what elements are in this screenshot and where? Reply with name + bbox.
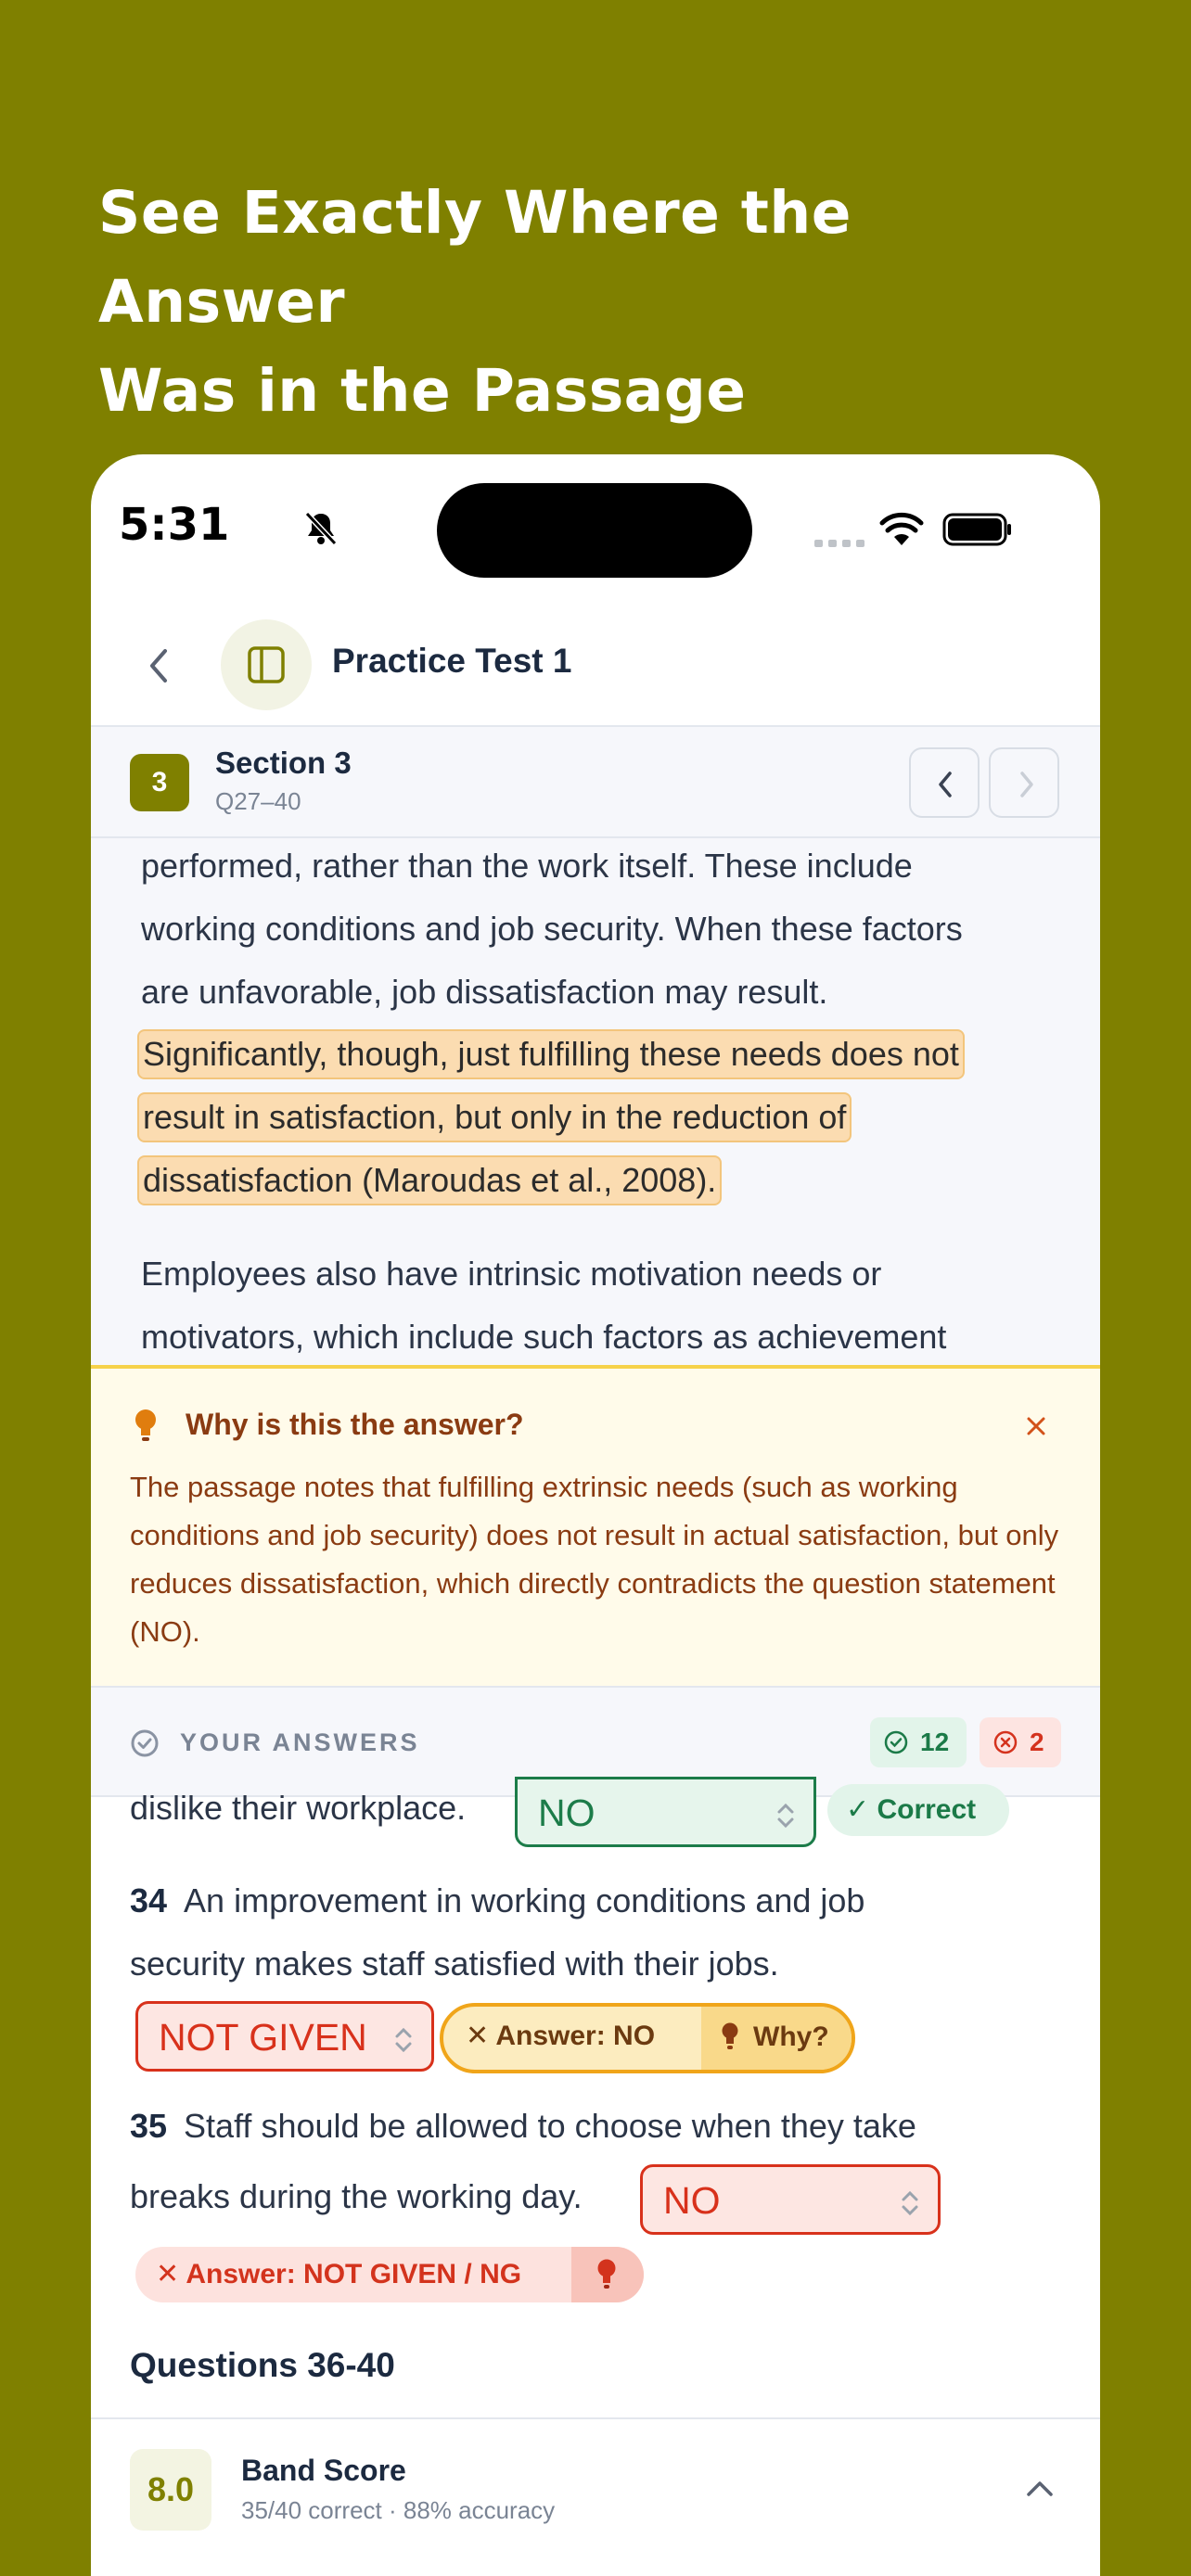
question-35-answer: ✕ Answer: NOT GIVEN / NG bbox=[156, 2259, 522, 2289]
question-33-correct-badge: ✓ Correct bbox=[827, 1784, 1009, 1836]
question-34-text: An improvement in working conditions and job bbox=[184, 1881, 865, 1919]
question-33-selected: NO bbox=[538, 1792, 596, 1834]
sidebar-icon bbox=[247, 645, 286, 684]
x-circle-icon bbox=[992, 1729, 1018, 1755]
question-35-why-button[interactable] bbox=[571, 2247, 644, 2302]
question-35-text: Staff should be allowed to choose when they take bbox=[184, 2107, 916, 2145]
question-35-select[interactable] bbox=[640, 2164, 941, 2235]
cellular-signal-icon bbox=[814, 534, 864, 547]
section-title: Section 3 bbox=[215, 746, 352, 780]
lightbulb-icon bbox=[132, 1408, 160, 1445]
question-34-select[interactable] bbox=[135, 2001, 434, 2072]
bell-muted-icon bbox=[302, 510, 339, 547]
your-answers-label: YOUR ANSWERS bbox=[180, 1728, 420, 1756]
headline-line-1: See Exactly Where the Answer bbox=[98, 179, 852, 336]
question-34-why-button[interactable] bbox=[701, 2007, 852, 2070]
answer-highlight[interactable]: result in satisfaction, but only in the reduction of bbox=[137, 1092, 852, 1142]
next-section-button[interactable] bbox=[989, 747, 1059, 818]
why-label: Why? bbox=[753, 2021, 829, 2052]
wrong-count: 2 bbox=[1030, 1728, 1044, 1756]
section-range: Q27–40 bbox=[215, 787, 301, 815]
questions-group-heading: Questions 36-40 bbox=[130, 2346, 395, 2384]
question-35-answer-tag bbox=[135, 2247, 644, 2302]
band-score-badge: 8.0 bbox=[130, 2449, 211, 2531]
question-34-answer-tag bbox=[440, 2003, 855, 2073]
question-35-line-2: breaks during the working day. bbox=[130, 2177, 583, 2215]
question-34-selected: NOT GIVEN bbox=[159, 2016, 367, 2059]
answer-highlight[interactable]: Significantly, though, just fulfilling these needs does not bbox=[137, 1029, 965, 1079]
wrong-count-badge bbox=[980, 1717, 1061, 1767]
back-chevron-icon[interactable] bbox=[141, 644, 178, 688]
chevron-right-icon bbox=[1013, 770, 1039, 799]
lightbulb-icon bbox=[720, 2021, 740, 2051]
chevron-updown-icon bbox=[775, 1800, 797, 1831]
sidebar-toggle-button[interactable] bbox=[221, 619, 312, 710]
check-circle-icon bbox=[130, 1728, 160, 1758]
question-35-line-1 bbox=[130, 2107, 916, 2146]
question-33-text: dislike their workplace. bbox=[130, 1789, 467, 1827]
section-number-badge: 3 bbox=[130, 754, 189, 811]
lightbulb-icon bbox=[596, 2258, 618, 2291]
chevron-updown-icon bbox=[899, 2187, 921, 2219]
chevron-left-icon bbox=[933, 770, 959, 799]
dynamic-island bbox=[437, 483, 752, 578]
question-35-selected: NO bbox=[663, 2179, 721, 2222]
question-33-select[interactable] bbox=[515, 1777, 816, 1847]
band-score-title: Band Score bbox=[241, 2454, 406, 2487]
passage-line: motivators, which include such factors as achievement bbox=[141, 1318, 947, 1356]
battery-icon bbox=[942, 512, 1013, 547]
chevron-updown-icon bbox=[392, 2024, 415, 2056]
passage-line: working conditions and job security. When these factors bbox=[141, 910, 963, 948]
passage-line: performed, rather than the work itself. These include bbox=[141, 847, 913, 885]
correct-count-badge bbox=[870, 1717, 967, 1767]
correct-count: 12 bbox=[920, 1728, 950, 1756]
explanation-title: Why is this the answer? bbox=[186, 1408, 524, 1441]
status-time: 5:31 bbox=[119, 499, 230, 551]
page-title: Practice Test 1 bbox=[332, 642, 572, 680]
question-34-line-1 bbox=[130, 1881, 864, 1920]
question-34-number: 34 bbox=[130, 1881, 168, 1919]
passage-line: are unfavorable, job dissatisfaction may result. bbox=[141, 973, 828, 1011]
question-35-number: 35 bbox=[130, 2107, 168, 2145]
answer-highlight[interactable]: dissatisfaction (Maroudas et al., 2008). bbox=[137, 1155, 722, 1205]
wifi-icon bbox=[879, 512, 924, 547]
question-34-answer: ✕ Answer: NO bbox=[466, 2021, 656, 2051]
band-score-subtitle: 35/40 correct · 88% accuracy bbox=[241, 2496, 556, 2524]
question-34-line-2: security makes staff satisfied with their jobs. bbox=[130, 1945, 779, 1983]
check-circle-icon bbox=[883, 1729, 909, 1755]
prev-section-button[interactable] bbox=[909, 747, 980, 818]
close-icon[interactable] bbox=[1022, 1412, 1050, 1440]
explanation-text: The passage notes that fulfilling extrinsic needs (such as working conditions and job security) does not result in actual satisfaction, but only reduces dissatisfaction, which directly contradicts the question statement (NO). bbox=[130, 1471, 1059, 1648]
passage-line: Employees also have intrinsic motivation needs or bbox=[141, 1255, 882, 1293]
promo-headline bbox=[98, 169, 1119, 436]
chevron-up-icon[interactable] bbox=[1024, 2478, 1056, 2500]
headline-line-2: Was in the Passage bbox=[98, 357, 747, 425]
